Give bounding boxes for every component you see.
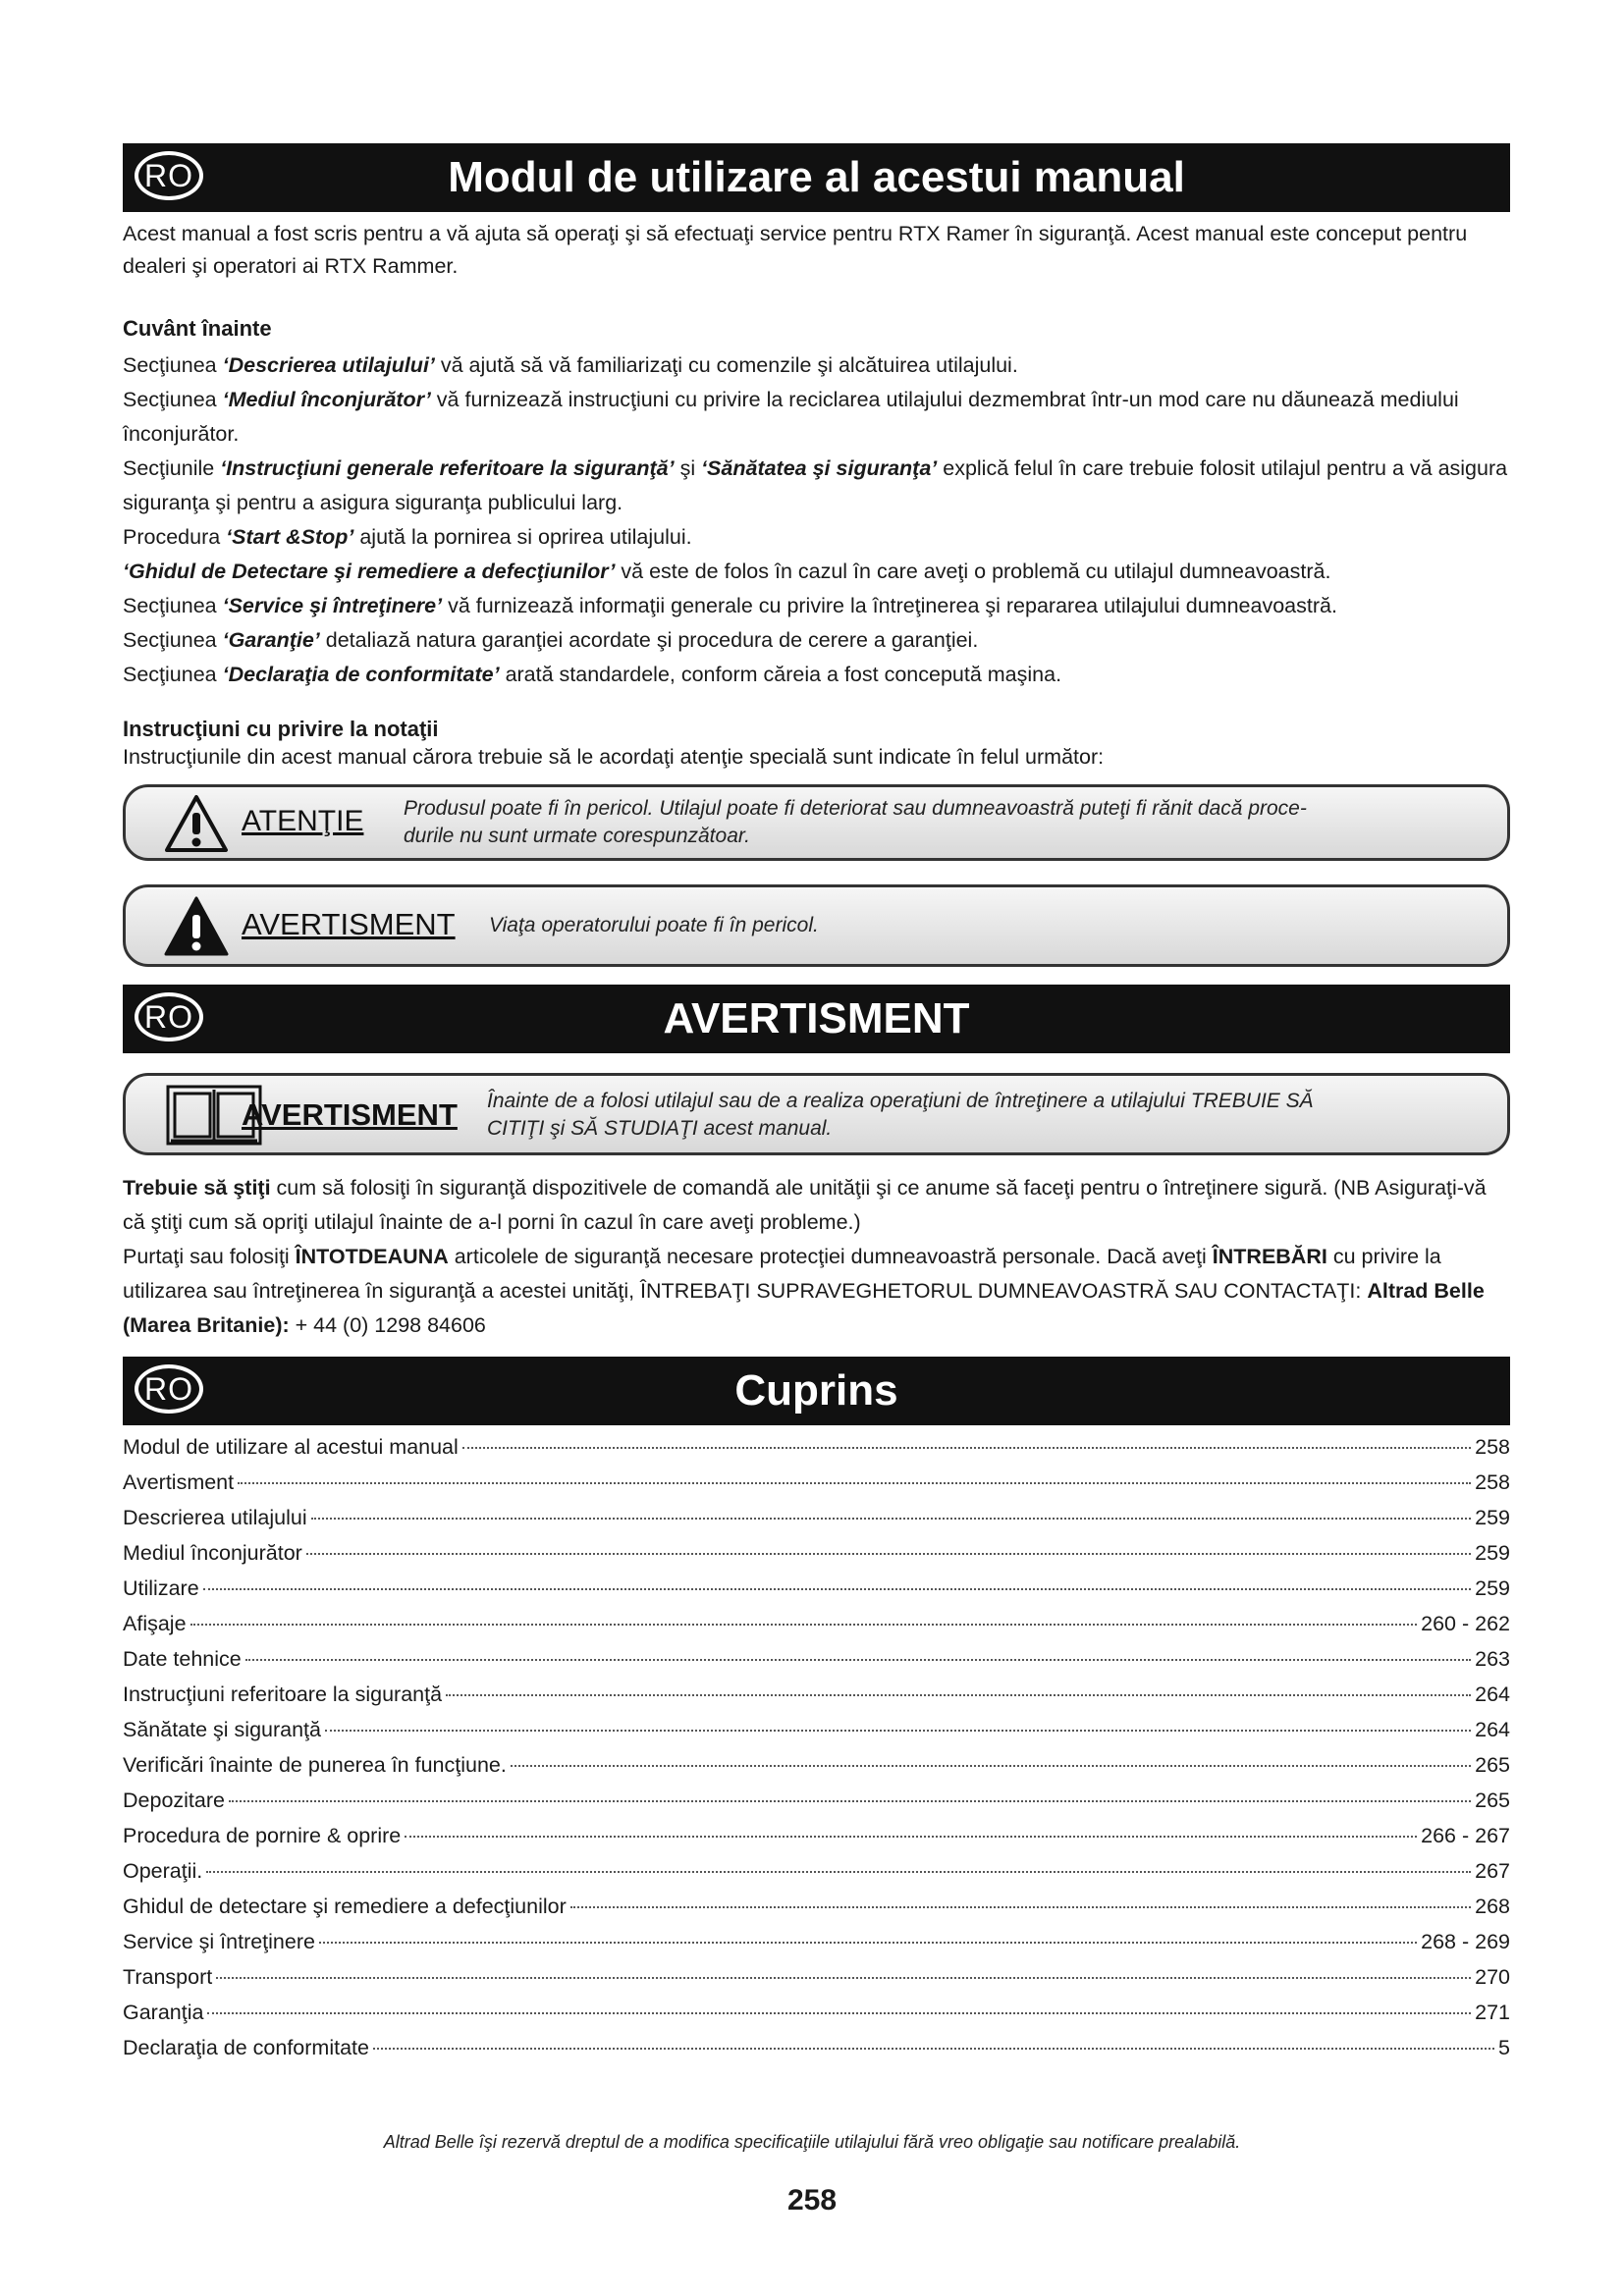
toc-leader-dots xyxy=(245,1659,1471,1661)
notice-text: Înainte de a folosi utilajul sau de a realiza operaţiuni de întreţinere a utilajului TREBUIE SĂ CITIŢI şi SĂ STUDIAŢI acest manual. xyxy=(487,1090,1314,1140)
toc-page-number: 259 xyxy=(1475,1576,1510,1600)
notice-label: AVERTISMENT xyxy=(242,1097,458,1132)
toc-entry-name: Instrucţiuni referitoare la siguranţă xyxy=(123,1682,443,1706)
toc-page-number: 270 xyxy=(1475,1965,1510,1989)
toc-page-number: 271 xyxy=(1475,2001,1510,2024)
toc-row xyxy=(123,1718,1510,1753)
manual-page xyxy=(123,143,1510,2071)
ro-language-badge: RO xyxy=(135,151,203,200)
toc-leader-dots xyxy=(207,2012,1471,2014)
toc-row xyxy=(123,1576,1510,1612)
foreword-item: Secţiunea ‘Mediul înconjurător’ vă furnizează instrucţiuni cu privire la reciclarea utilajului dezmembrat într-un mod care nu dăunează mediului înconjurător. xyxy=(123,388,1459,446)
foreword-item: Secţiunea ‘Declaraţia de conformitate’ arată standardele, conform căreia a fost concepută maşina. xyxy=(123,663,1062,686)
ro-language-badge: RO xyxy=(135,1364,203,1414)
toc-leader-dots xyxy=(306,1553,1471,1555)
toc-leader-dots xyxy=(190,1624,1418,1626)
toc-leader-dots xyxy=(206,1871,1471,1873)
foreword-item: Secţiunea ‘Descrierea utilajului’ vă ajută să vă familiarizaţi cu comenzile şi alcătuirea utilajului. xyxy=(123,353,1018,377)
toc-leader-dots xyxy=(446,1694,1471,1696)
toc-page-number: 265 xyxy=(1475,1753,1510,1777)
toc-row xyxy=(123,2036,1510,2071)
intro-paragraph: Acest manual a fost scris pentru a vă ajuta să operaţi şi să efectuaţi service pentru RTX Ramer în siguranţă. Acest manual este conceput pentru dealeri şi operatori ai RTX Rammer. xyxy=(123,222,1468,278)
toc-page-number: 259 xyxy=(1475,1541,1510,1565)
footer-note: Altrad Belle îşi rezervă dreptul de a modifica specificaţiile utilajului fără vreo obligaţie sau notificare prealabilă. xyxy=(383,2132,1241,2152)
toc-leader-dots xyxy=(405,1836,1417,1838)
toc-entry-name: Sănătate şi siguranţă xyxy=(123,1718,321,1741)
toc-entry-name: Declaraţia de conformitate xyxy=(123,2036,369,2059)
toc-entry-name: Procedura de pornire & oprire xyxy=(123,1824,402,1847)
toc-row xyxy=(123,1470,1510,1506)
notice-read-manual xyxy=(123,1073,1510,1155)
section-title: Cuprins xyxy=(734,1366,898,1415)
toc-page-number: 265 xyxy=(1475,1789,1510,1812)
table-of-contents xyxy=(123,1435,1510,2071)
toc-entry-name: Ghidul de detectare şi remediere a defecţiunilor xyxy=(123,1895,567,1918)
notice-text: Produsul poate fi în pericol. Utilajul poate fi deteriorat sau dumneavoastră puteţi fi rănit dacă proce- durile nu sunt urmate corespunzătoar. xyxy=(404,797,1307,847)
toc-row xyxy=(123,1682,1510,1718)
warning-paragraphs xyxy=(123,1171,1510,1343)
foreword-item: Secţiunile ‘Instrucţiuni generale referitoare la siguranţă’ şi ‘Sănătatea şi siguranţa’ explică felul în care trebuie folosit utilajul pentru a vă asigura siguranţa şi pentru a asigura siguranţa publicului larg. xyxy=(123,456,1508,514)
toc-page-number: 263 xyxy=(1475,1647,1510,1671)
toc-row xyxy=(123,1859,1510,1895)
warning-paragraph: Purtaţi sau folosiţi ÎNTOTDEAUNA articolele de siguranţă necesare protecţiei dumneavoastră personale. Dacă aveţi ÎNTREBĂRI cu privire la utilizarea sau întreţinerea în siguranţă a acestei unităţi, ÎNTREBAŢI SUPRAVEGHETORUL DUMNEAVOASTRĂ SAU CONTACTAŢI: Altrad Belle (Marea Britanie): + 44 (0) 1298 84606 xyxy=(123,1245,1485,1337)
notice-warning xyxy=(123,884,1510,967)
page-number: 258 xyxy=(786,2184,838,2216)
toc-entry-name: Service şi întreţinere xyxy=(123,1930,315,1953)
notation-heading: Instrucţiuni cu privire la notaţii xyxy=(123,717,439,741)
toc-entry-name: Transport xyxy=(123,1965,213,1989)
foreword-item: ‘Ghidul de Detectare şi remediere a defecţiunilor’ vă este de folos în cazul în care aveţi o problemă cu utilajul dumneavoastră. xyxy=(123,560,1331,583)
toc-row xyxy=(123,1506,1510,1541)
toc-leader-dots xyxy=(570,1906,1471,1908)
toc-row xyxy=(123,1435,1510,1470)
toc-entry-name: Modul de utilizare al acestui manual xyxy=(123,1435,459,1459)
toc-leader-dots xyxy=(229,1800,1471,1802)
notice-label: AVERTISMENT xyxy=(242,907,456,941)
toc-page-number: 264 xyxy=(1475,1718,1510,1741)
toc-entry-name: Operaţii. xyxy=(123,1859,203,1883)
toc-page-number: 258 xyxy=(1475,1435,1510,1459)
section-title: Modul de utilizare al acestui manual xyxy=(448,153,1185,201)
toc-leader-dots xyxy=(325,1730,1471,1732)
section-title: AVERTISMENT xyxy=(663,994,970,1042)
toc-leader-dots xyxy=(238,1482,1471,1484)
toc-page-number: 5 xyxy=(1498,2036,1510,2059)
toc-row xyxy=(123,1895,1510,1930)
toc-entry-name: Utilizare xyxy=(123,1576,199,1600)
toc-page-number: 264 xyxy=(1475,1682,1510,1706)
toc-page-number: 268 - 269 xyxy=(1421,1930,1510,1953)
notice-caution xyxy=(123,784,1510,861)
section-header-warning xyxy=(123,985,1510,1053)
toc-page-number: 266 - 267 xyxy=(1421,1824,1510,1847)
warning-triangle-icon xyxy=(163,793,230,859)
toc-row xyxy=(123,2001,1510,2036)
notation-text: Instrucţiunile din acest manual cărora trebuie să le acordaţi atenţie specială sunt indicate în felul următor: xyxy=(123,745,1105,769)
toc-leader-dots xyxy=(462,1447,1471,1449)
foreword-item: Procedura ‘Start &Stop’ ajută la pornirea si oprirea utilajului. xyxy=(123,525,692,549)
toc-leader-dots xyxy=(373,2048,1494,2050)
toc-row xyxy=(123,1612,1510,1647)
foreword-heading: Cuvânt înainte xyxy=(123,316,272,341)
toc-row xyxy=(123,1541,1510,1576)
toc-entry-name: Avertisment xyxy=(123,1470,235,1494)
toc-row xyxy=(123,1824,1510,1859)
toc-row xyxy=(123,1930,1510,1965)
notice-label: ATENŢIE xyxy=(242,805,364,837)
toc-page-number: 267 xyxy=(1475,1859,1510,1883)
warning-paragraph: Trebuie să ştiţi cum să folosiţi în siguranţă dispozitivele de comandă ale unităţii şi ce anume să faceţi pentru o întreţinere sigură. (NB Asiguraţi-vă că ştiţi cum să opriţi utilajul înainte de a-l porni în cazul în care aveţi probleme.) xyxy=(123,1176,1487,1234)
toc-entry-name: Afişaje xyxy=(123,1612,187,1635)
toc-row xyxy=(123,1647,1510,1682)
toc-entry-name: Mediul înconjurător xyxy=(123,1541,302,1565)
toc-entry-name: Date tehnice xyxy=(123,1647,242,1671)
toc-row xyxy=(123,1965,1510,2001)
foreword-item: Secţiunea ‘Garanţie’ detaliază natura garanţiei acordate şi procedura de cerere a garanţiei. xyxy=(123,628,979,652)
toc-page-number: 260 - 262 xyxy=(1421,1612,1510,1635)
toc-leader-dots xyxy=(511,1765,1471,1767)
toc-leader-dots xyxy=(216,1977,1471,1979)
ro-language-badge: RO xyxy=(135,992,203,1041)
foreword-list xyxy=(123,348,1510,692)
toc-entry-name: Garanţia xyxy=(123,2001,204,2024)
section-header-manual-usage xyxy=(123,143,1510,212)
toc-leader-dots xyxy=(311,1518,1472,1520)
foreword-item: Secţiunea ‘Service şi întreţinere’ vă furnizează informaţii generale cu privire la întreţinerea şi repararea utilajului dumneavoastră. xyxy=(123,594,1337,617)
warning-filled-triangle-icon xyxy=(163,895,230,963)
toc-row xyxy=(123,1753,1510,1789)
notice-text: Viaţa operatorului poate fi în pericol. xyxy=(489,914,819,936)
toc-entry-name: Descrierea utilajului xyxy=(123,1506,307,1529)
section-header-contents xyxy=(123,1357,1510,1425)
toc-page-number: 259 xyxy=(1475,1506,1510,1529)
toc-entry-name: Verificări înainte de punerea în funcţiune. xyxy=(123,1753,507,1777)
toc-leader-dots xyxy=(203,1588,1471,1590)
toc-entry-name: Depozitare xyxy=(123,1789,225,1812)
toc-page-number: 268 xyxy=(1475,1895,1510,1918)
toc-leader-dots xyxy=(319,1942,1417,1944)
toc-row xyxy=(123,1789,1510,1824)
toc-page-number: 258 xyxy=(1475,1470,1510,1494)
